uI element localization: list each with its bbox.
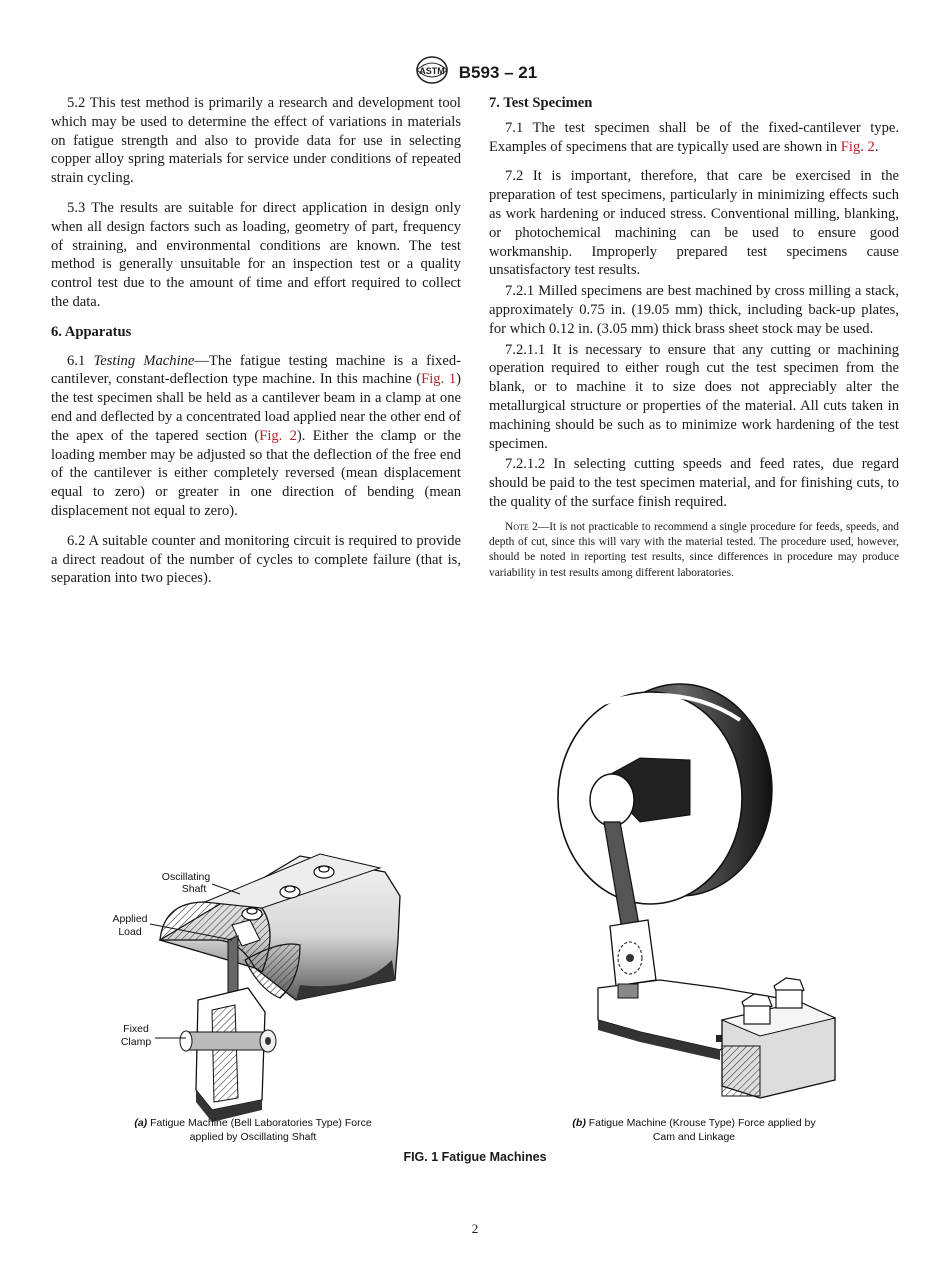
paragraph-6-1: 6.1 Testing Machine—The fatigue testing machine is a fixed-cantilever, constant-deflection type machine. In this machine (Fig. 1) the test specimen shall be held as a cantilever beam in a clamp at one end and deflected by a concentrated load applied near the other end of the apex of the tapered section (Fig. 2). Either the clamp or the loading member may be adjusted so that the deflection of the free end of the cantilever is either completely reversed (mean displacement equal to zero) or greater in one direction of bending (mean displacement not equal to zero). bbox=[51, 352, 461, 519]
note-2: Note 2—It is not practicable to recommend a single procedure for feeds, speeds, and depth of cut, since this will vary with the material tested. The procedure used, however, should be noted in reporting test results, since differences in procedure may produce variability in test results among different laboratories. bbox=[489, 520, 899, 579]
right-column bbox=[489, 94, 899, 581]
figure-1 bbox=[0, 640, 950, 1180]
figure-title: FIG. 1 Fatigue Machines bbox=[403, 1150, 547, 1164]
paragraph-7-2-1-1: 7.2.1.1 It is necessary to ensure that any cutting or machining operation required to either rough cut the test specimen from the blank, or to machine it to size does not appreciably alter the metallurgical structure or properties of the material. All cuts taken in machining should be such as to minimize work hardening of the test specimen. bbox=[489, 341, 899, 452]
term-testing-machine: Testing Machine bbox=[93, 352, 195, 369]
caption-a-line2: applied by Oscillating Shaft bbox=[189, 1131, 317, 1143]
label-oscillating-shaft-line2: Shaft bbox=[181, 883, 207, 895]
label-applied-load-line2: Load bbox=[118, 926, 142, 938]
krouse-machine-drawing bbox=[558, 684, 835, 1098]
label-fixed-clamp-line1: Fixed bbox=[123, 1023, 149, 1035]
page-header bbox=[0, 55, 950, 90]
astm-logo-icon bbox=[413, 55, 451, 90]
left-column bbox=[51, 94, 461, 599]
label-fixed-clamp-line2: Clamp bbox=[120, 1036, 152, 1048]
paragraph-6-2: 6.2 A suitable counter and monitoring circuit is required to provide a direct readout of the number of cycles to complete failure (that is, separation into two pieces). bbox=[51, 532, 461, 587]
label-applied-load-line1: Applied bbox=[112, 913, 148, 925]
paragraph-5-3: 5.3 The results are suitable for direct application in design only when all design factors such as loading, geometry of part, frequency of straining, and environmental conditions are known. The test method is generally unsuitable for an inspection test or a quality control test due to the amount of time and effort required to collect the data. bbox=[51, 199, 461, 310]
paragraph-7-1: 7.1 The test specimen shall be of the fixed-cantilever type. Examples of specimens that are typically used are shown in Fig. 2. bbox=[489, 119, 899, 155]
paragraph-7-2-1-2: 7.2.1.2 In selecting cutting speeds and feed rates, due regard should be paid to the test specimen material, and for finishing cuts, to the quality of the surface finish required. bbox=[489, 456, 899, 510]
fig-2-link[interactable]: Fig. 2 bbox=[840, 138, 875, 155]
fig-1-link[interactable]: Fig. 1 bbox=[421, 371, 457, 388]
section-7-title: 7. Test Specimen bbox=[489, 95, 593, 111]
figure-1-drawing bbox=[0, 640, 950, 1180]
page-number: 2 bbox=[471, 1221, 479, 1236]
paragraph-5-2: 5.2 This test method is primarily a research and development tool which may be used to determine the effect of variations in materials on fatigue strength and also to provide data for use in selecting copper alloy spring materials for service under conditions of repeated strain cycling. bbox=[51, 95, 461, 187]
fig-2-link[interactable]: Fig. 2 bbox=[259, 427, 297, 444]
label-oscillating-shaft-line1: Oscillating bbox=[161, 871, 211, 883]
section-6-title: 6. Apparatus bbox=[51, 323, 132, 340]
svg-text:ASTM: ASTM bbox=[419, 66, 445, 76]
caption-b-line1: (b) Fatigue Machine (Krouse Type) Force applied by bbox=[572, 1117, 816, 1129]
document-code: B593 – 21 bbox=[458, 62, 538, 82]
paragraph-7-2-1: 7.2.1 Milled specimens are best machined by cross milling a stack, approximately 0.75 in. (19.05 mm) thick, including back-up plates, for which 0.12 in. (3.05 mm) thick brass sheet stock may be used. bbox=[489, 283, 899, 337]
bell-laboratories-machine-drawing bbox=[112, 854, 400, 1122]
caption-a-line1: (a) Fatigue Machine (Bell Laboratories Type) Force bbox=[134, 1117, 372, 1129]
paragraph-7-2: 7.2 It is important, therefore, that care be exercised in the preparation of test specimens, particularly in minimizing effects such as work hardening or induced stress. Conventional milling, blanking, or photochemical machining can be used to ensure good workmanship. Improperly prepared test specimens cause unsatisfactory test results. bbox=[489, 168, 899, 279]
caption-b-line2: Cam and Linkage bbox=[652, 1131, 736, 1143]
